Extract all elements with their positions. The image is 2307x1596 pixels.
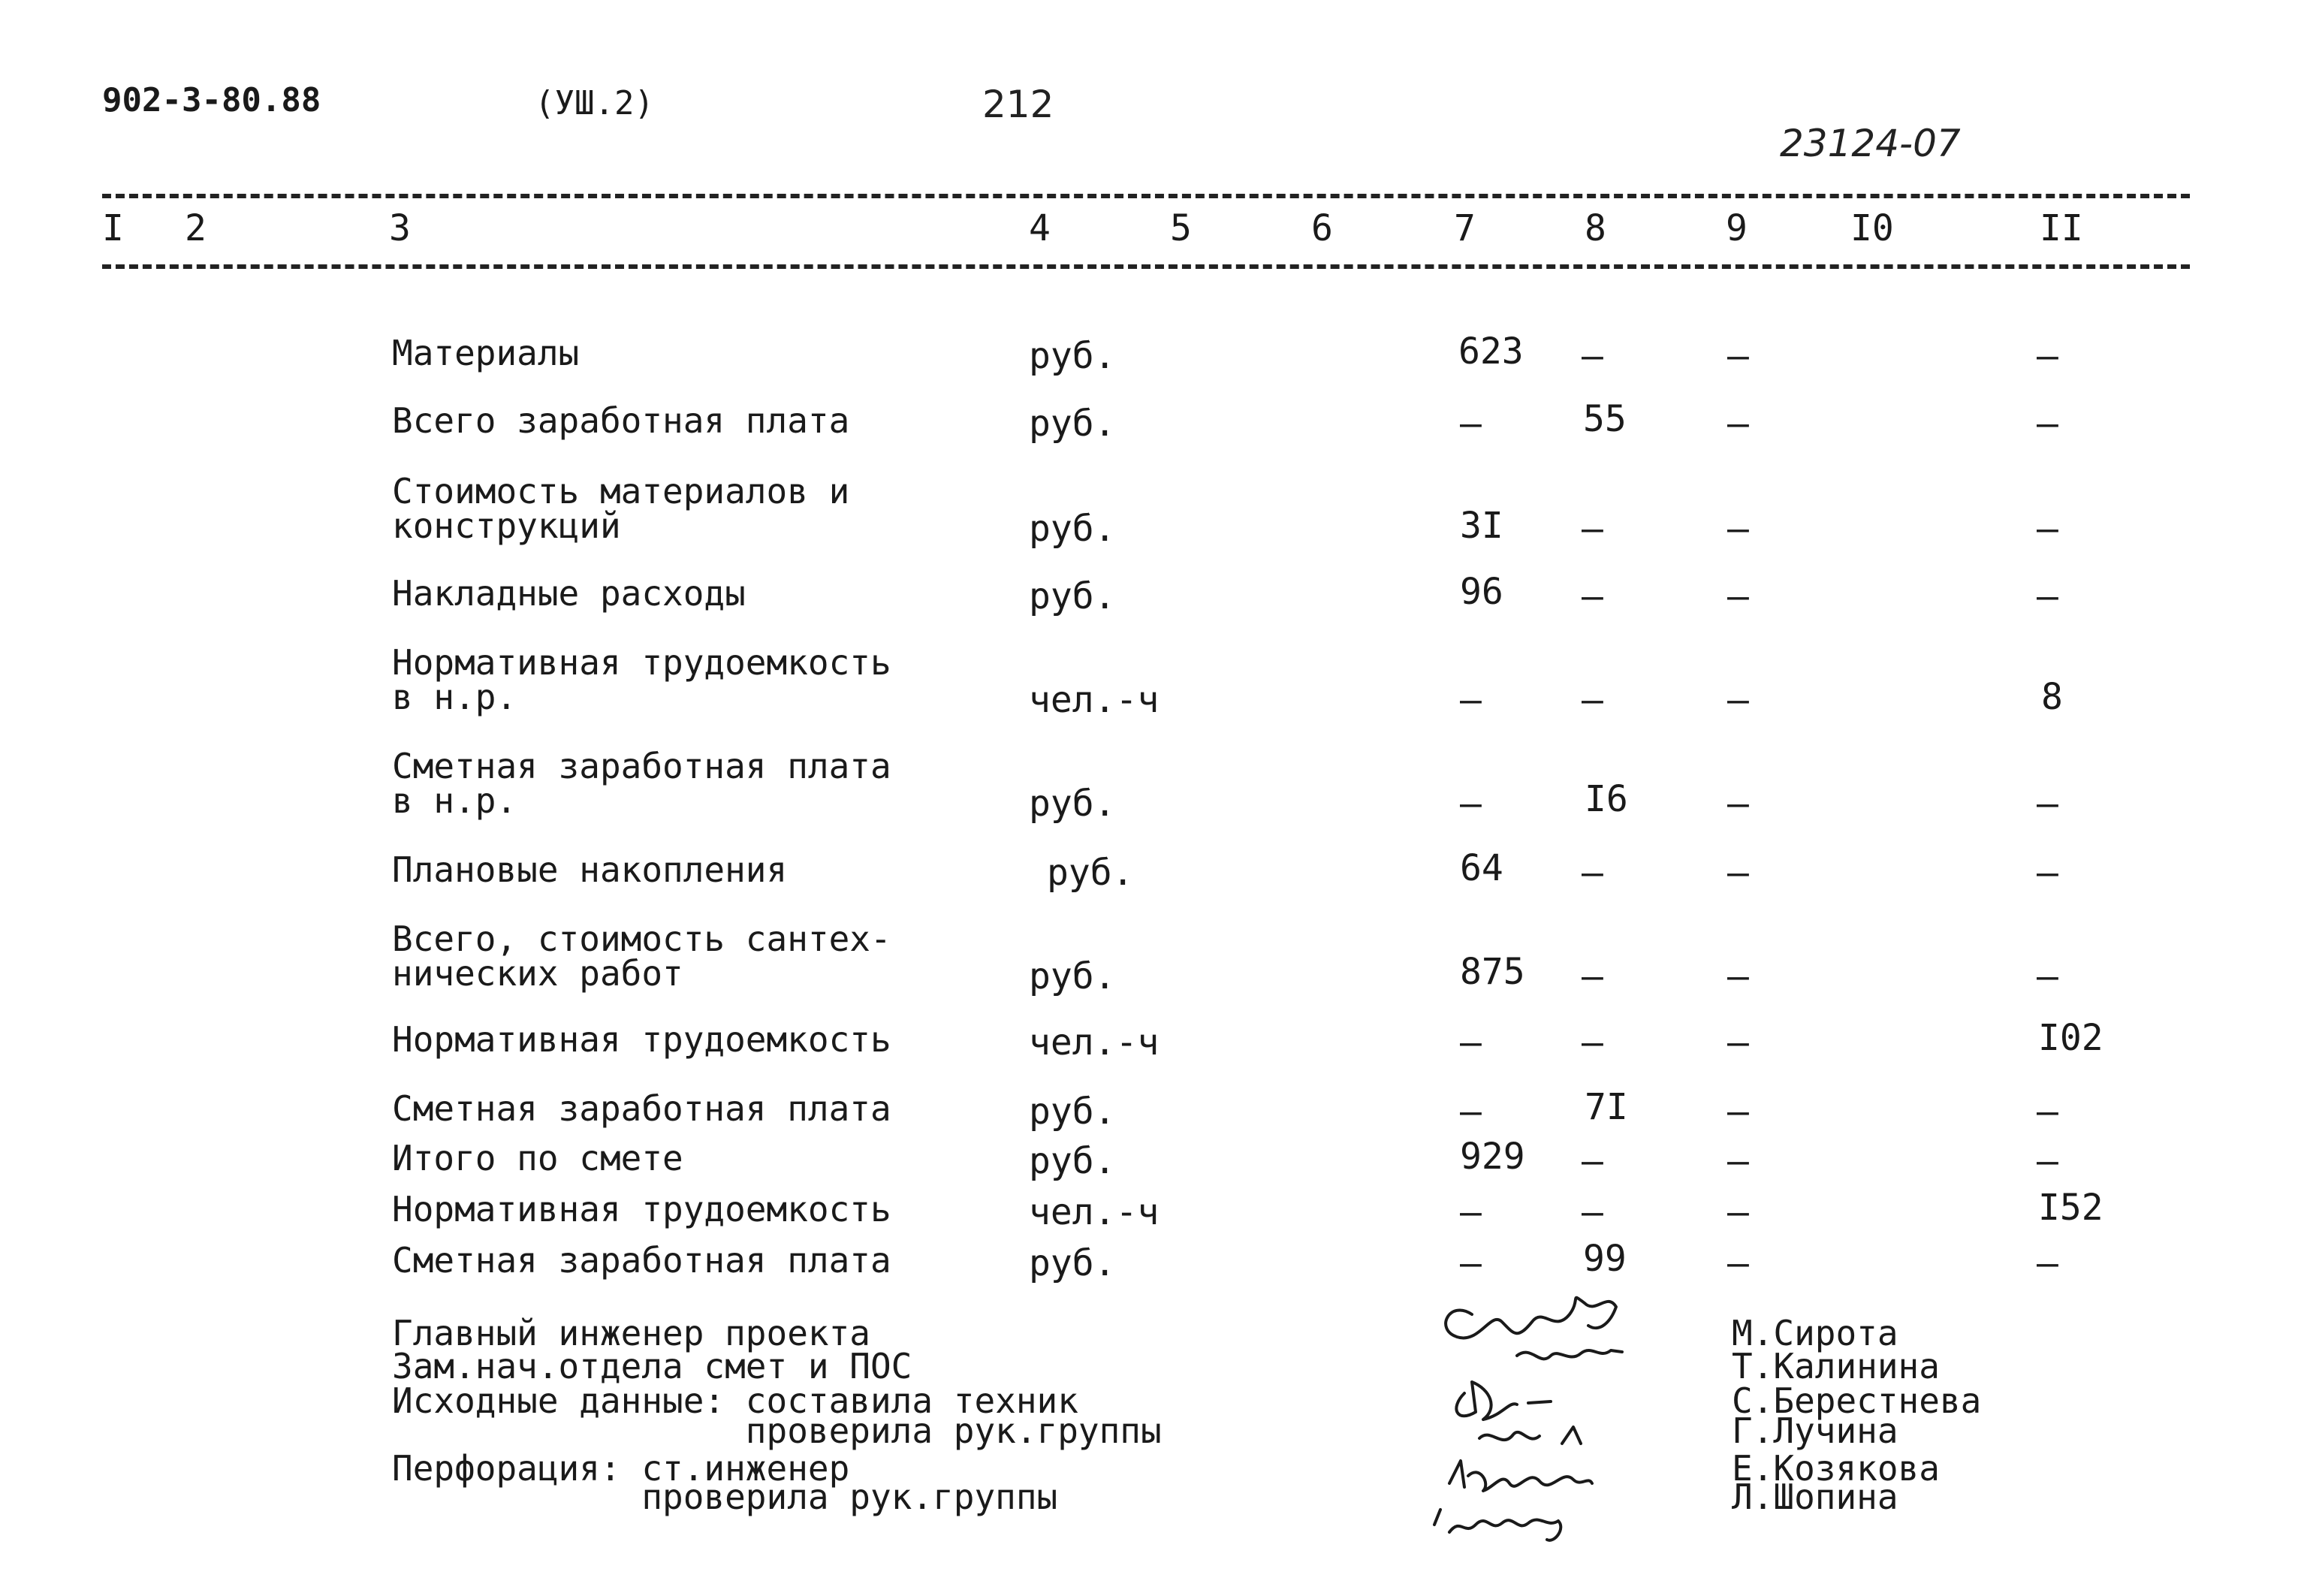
row-name: Всего, стоимость сантех- [392,919,891,959]
row-col7: 623 [1458,330,1524,373]
row-col8: – [1582,679,1603,721]
row-col7: 875 [1460,951,1525,993]
signature-kalinina [1517,1350,1622,1359]
archive-number: 23124-07 [1780,122,1961,165]
signoff-name: Г.Лучина [1732,1410,1898,1451]
row-col8: 55 [1583,398,1627,440]
header-rule-top [102,194,2190,198]
row-name: Накладные расходы [392,573,746,614]
row-name-cont: в н.р. [392,677,517,717]
row-unit: руб. [1029,955,1116,997]
row-name: Плановые накопления [392,849,788,890]
row-col11: 8 [2041,676,2063,718]
row-name: Нормативная трудоемкость [392,642,891,683]
row-name: Стоимость материалов и [392,471,850,511]
row-col11: – [2037,575,2058,617]
signoff-role: проверила рук.группы [392,1410,1162,1451]
column-number: 6 [1311,207,1333,249]
row-col8: – [1582,1140,1603,1182]
row-col9: – [1727,1191,1749,1233]
row-name: Сметная заработная плата [392,1088,891,1129]
row-col8: – [1582,955,1603,997]
row-name: Сметная заработная плата [392,1240,891,1281]
column-number: 7 [1454,207,1476,249]
page-number: 212 [982,83,1054,126]
row-col11: – [2037,508,2058,550]
row-col9: – [1727,508,1749,550]
row-col7: – [1460,403,1482,445]
signoff-name: С.Берестнева [1732,1380,1982,1421]
row-col7: – [1460,1021,1482,1063]
row-col9: – [1727,1140,1749,1182]
row-name: Сметная заработная плата [392,746,891,786]
row-col7: – [1460,1091,1482,1133]
signature-berestneva [1456,1382,1551,1420]
row-col9: – [1727,1021,1749,1063]
row-col7: – [1460,1191,1482,1233]
row-col7: – [1460,679,1482,721]
row-col7: 64 [1460,847,1503,889]
signature-sirota [1446,1298,1616,1338]
signoff-role: проверила рук.группы [392,1477,1058,1517]
row-col8: 7I [1585,1086,1628,1128]
row-col7: – [1460,1242,1482,1284]
row-name-cont: в н.р. [392,780,517,821]
row-unit: руб. [1029,1091,1116,1133]
row-col9: – [1727,783,1749,825]
section-code: (УШ.2) [535,84,654,122]
row-col9: – [1727,679,1749,721]
row-col11: I02 [2038,1017,2103,1059]
doc-code: 902-3-80.88 [102,81,321,119]
row-col9: – [1727,575,1749,617]
row-name: Итого по смете [392,1138,683,1178]
row-col11: – [2037,783,2058,825]
row-name-cont: конструкций [392,505,621,546]
signoff-role: Перфорация: ст.инженер [392,1448,850,1489]
row-name: Материалы [392,333,580,373]
row-unit: чел.-ч [1029,1021,1160,1063]
signoff-name: Л.Шопина [1732,1477,1898,1517]
row-name-cont: нических работ [392,953,683,994]
row-unit: руб. [1029,335,1116,377]
row-col9: – [1727,335,1749,377]
row-col8: I6 [1585,778,1628,820]
row-unit: руб. [1047,852,1134,894]
signature-luchina [1479,1427,1581,1444]
row-col7: 929 [1460,1136,1525,1178]
signoff-name: М.Сирота [1732,1313,1898,1353]
row-col8: 99 [1583,1238,1627,1280]
signoff-name: Е.Козякова [1732,1448,1940,1489]
row-unit: руб. [1029,1242,1116,1284]
row-name: Нормативная трудоемкость [392,1019,891,1060]
row-col9: – [1727,1242,1749,1284]
signoff-role: Главный инженер проекта [392,1313,870,1353]
row-col8: – [1582,508,1603,550]
row-col11: – [2037,852,2058,894]
column-number: I0 [1850,207,1894,249]
column-number: 2 [185,207,207,249]
row-name: Всего заработная плата [392,400,850,441]
row-col7: 96 [1460,571,1503,613]
row-unit: руб. [1029,1140,1116,1182]
row-col7: – [1460,783,1482,825]
row-name: Нормативная трудоемкость [392,1189,891,1229]
row-col11: I52 [2038,1187,2103,1229]
column-number: I [102,207,124,249]
row-col9: – [1727,852,1749,894]
row-unit: руб. [1029,783,1116,825]
row-unit: чел.-ч [1029,1191,1160,1233]
row-col9: – [1727,955,1749,997]
row-col7: 3I [1460,505,1503,547]
row-col8: – [1582,852,1603,894]
row-col11: – [2037,955,2058,997]
header-rule-bottom [102,264,2190,269]
row-col9: – [1727,403,1749,445]
row-unit: руб. [1029,575,1116,617]
row-col11: – [2037,1242,2058,1284]
row-col9: – [1727,1091,1749,1133]
column-number: 5 [1170,207,1192,249]
column-number: 3 [389,207,411,249]
row-unit: руб. [1029,508,1116,550]
column-number: 8 [1585,207,1606,249]
row-col8: – [1582,575,1603,617]
signoff-name: Т.Калинина [1732,1346,1940,1386]
signature-shopina [1434,1510,1561,1540]
column-number: 4 [1029,207,1051,249]
row-col11: – [2037,335,2058,377]
row-unit: руб. [1029,403,1116,445]
column-number: 9 [1726,207,1748,249]
signoff-role: Исходные данные: составила техник [392,1380,1078,1421]
handwritten-signatures [1419,1269,1690,1570]
row-col8: – [1582,1191,1603,1233]
row-col11: – [2037,1091,2058,1133]
signoff-role: Зам.нач.отдела смет и ПОС [392,1346,912,1386]
column-number: II [2040,207,2083,249]
row-col8: – [1582,1021,1603,1063]
row-col8: – [1582,335,1603,377]
row-unit: чел.-ч [1029,679,1160,721]
signature-kozyakova [1449,1461,1592,1491]
row-col11: – [2037,1140,2058,1182]
row-col11: – [2037,403,2058,445]
